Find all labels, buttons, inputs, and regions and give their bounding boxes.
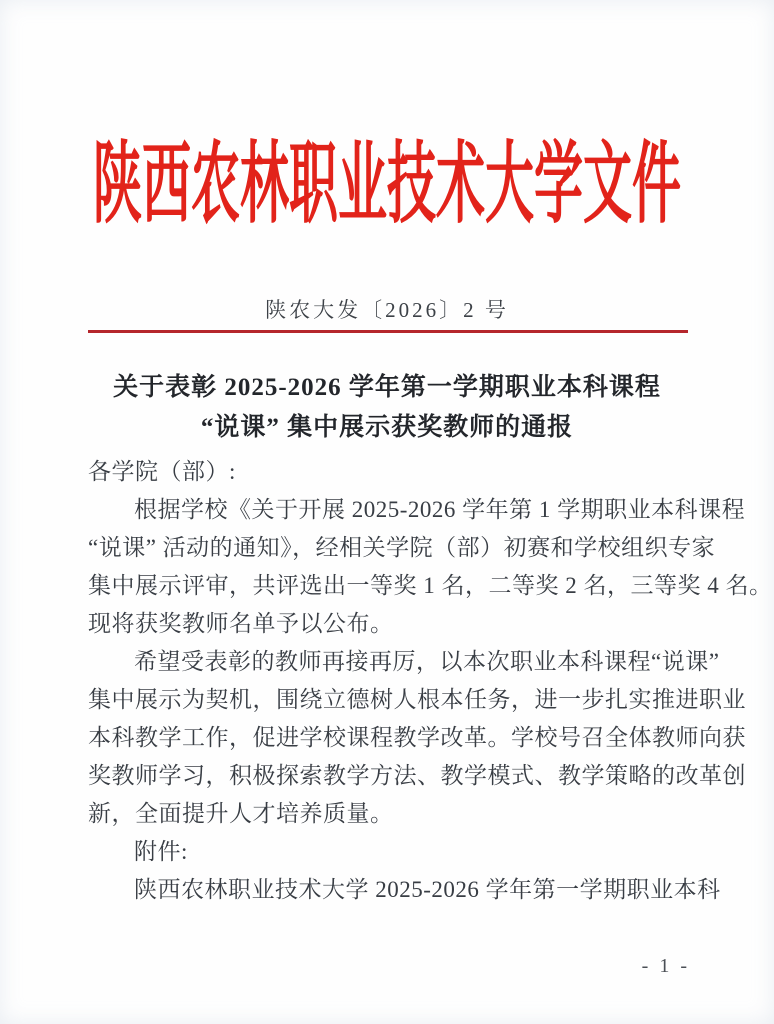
body-line-attachment-title: 陕西农林职业技术大学 2025-2026 学年第一学期职业本科 <box>134 877 721 902</box>
page-number: - 1 - <box>641 955 690 977</box>
body-line: 新，全面提升人才培养质量。 <box>88 801 394 826</box>
document-title-line-2: “说课” 集中展示获奖教师的通报 <box>200 414 574 441</box>
body-line: “说课” 活动的通知》，经相关学院（部）初赛和学校组织专家 <box>88 535 716 560</box>
red-letterhead-title: 陕西农林职业技术大学文件 <box>92 134 681 235</box>
body-line: 集中展示为契机，围绕立德树人根本任务，进一步扎实推进职业 <box>88 687 746 712</box>
document-title-line-1: 关于表彰 2025-2026 学年第一学期职业本科课程 <box>113 374 661 401</box>
body-line: 根据学校《关于开展 2025-2026 学年第 1 学期职业本科课程 <box>134 497 746 522</box>
body-line: 希望受表彰的教师再接再厉，以本次职业本科课程“说课” <box>134 649 720 674</box>
body-line-attachment-label: 附件: <box>134 839 188 864</box>
document-title <box>40 368 734 448</box>
body-line: 集中展示评审，共评选出一等奖 1 名，二等奖 2 名，三等奖 4 名。 <box>88 573 773 598</box>
body-line: 现将获奖教师名单予以公布。 <box>88 611 394 636</box>
document-body <box>88 453 773 909</box>
body-line: 奖教师学习，积极探索教学方法、教学模式、教学策略的改革创 <box>88 763 746 788</box>
document-number: 陕农大发〔2026〕2 号 <box>265 298 509 322</box>
body-line-salutation: 各学院（部）: <box>88 459 236 484</box>
body-line: 本科教学工作，促进学校课程教学改革。学校号召全体教师向获 <box>88 725 746 750</box>
red-divider-line <box>88 330 688 333</box>
